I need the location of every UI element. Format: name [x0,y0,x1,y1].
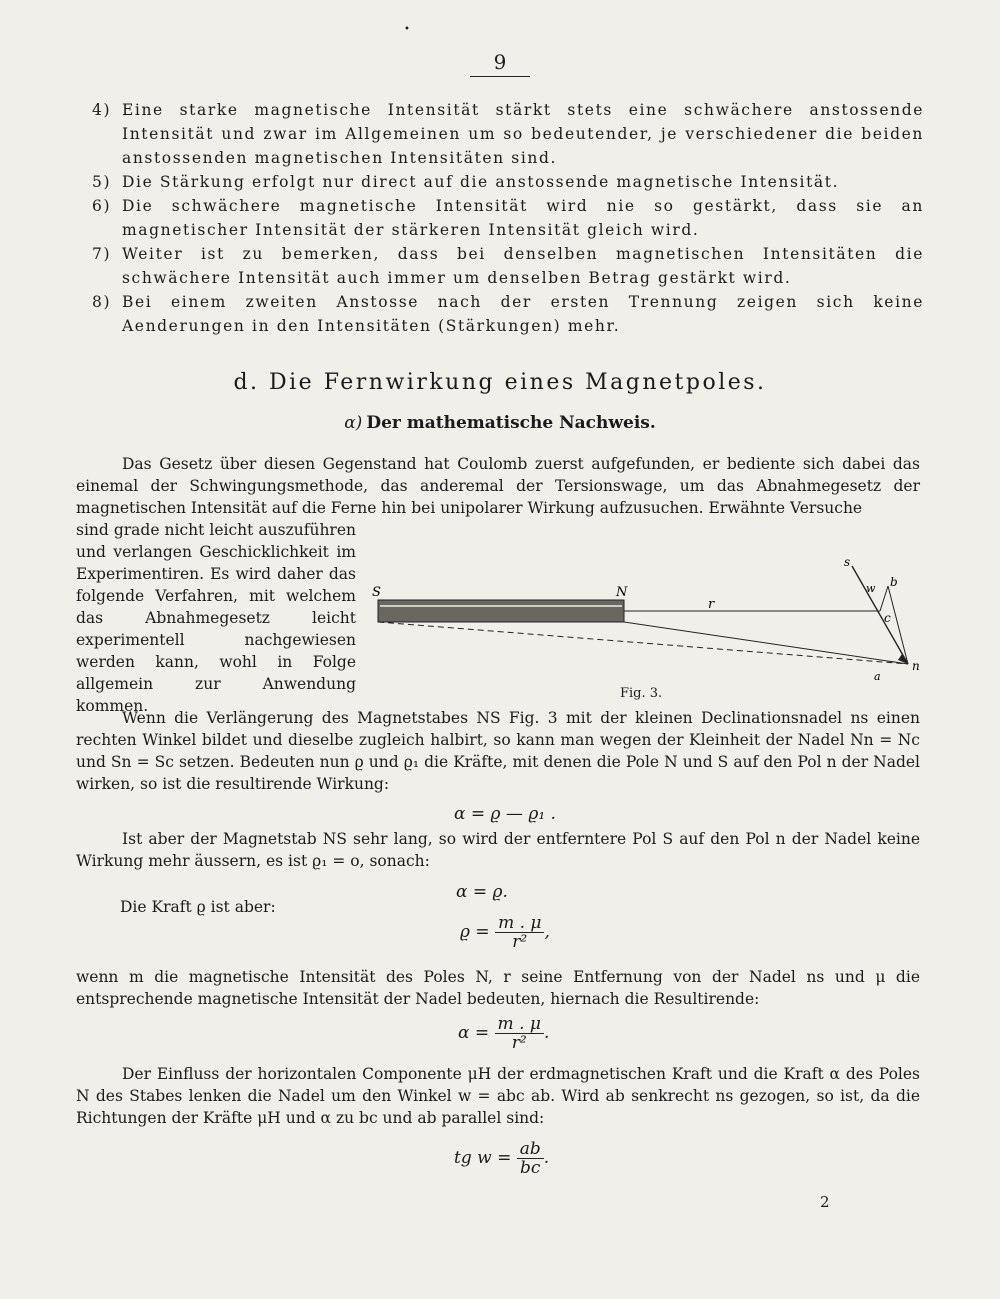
label-a: a [874,670,881,683]
finding-text: Die Stärkung erfolgt nur direct auf die anstossende magnetische Intensität. [122,173,840,191]
finding-number: 8) [92,293,112,311]
label-r: r [708,597,715,612]
label-S: S [372,585,381,600]
label-N: N [616,585,628,600]
fraction-denominator: bc [520,1158,541,1178]
line-bc [888,586,908,664]
paragraph-coulomb: Das Gesetz über diesen Gegenstand hat Coulomb zuerst aufgefunden, er bediente sich dabei das einemal der Schwingungsmethode, das anderemal der Tersionswage, um das Abnahmegesetz der magnetischen Intensität auf die Ferne hin bei unipolarer Wirkung aufzusuchen. Erwähnte Versuche [76,455,920,517]
line-ab [880,586,888,611]
finding-number: 5) [92,173,112,191]
formula-tail: . [543,1148,550,1168]
fraction [517,1140,544,1177]
footer-sheet-number: 2 [820,1193,830,1211]
finding-number: 4) [92,101,112,119]
finding-text: Bei einem zweiten Anstosse nach der ersten Trennung zeigen sich keine Aenderungen in den Intensitäten (Stärkungen) mehr. [122,293,924,335]
formula-resultant-alpha [458,1015,549,1052]
finding-item [92,290,924,338]
finding-text: Eine starke magnetische Intensität stärkt stets eine schwächere anstossende Intensität und zwar im Allgemeinen um so bedeutender, je verschiedener die beiden anstossenden magnetischen Intensitäten sind. [122,101,924,167]
subsection-title-text: Der mathematische Nachweis. [366,413,656,433]
formula-lhs: ϱ = [460,922,490,942]
finding-number: 6) [92,197,112,215]
paragraph-long-magnet: Ist aber der Magnetstab NS sehr lang, so wird der entferntere Pol S auf den Pol n der Nadel keine Wirkung mehr äussern, es ist ϱ₁ = o, sonach: [76,830,920,870]
finding-item [92,98,924,170]
figure-3-diagram [368,556,928,686]
magnet-bar [378,600,624,622]
paragraph-coulomb-wrap: sind grade nicht leicht auszuführen und verlangen Geschicklichkeit im Experimentiren. Es wird daher das folgende Verfahren, mit welchem das Abnahmegesetz leicht experimentell nachgewiesen werden kann, wohl in Folge allgemein zur Anwendung kommen. [76,521,356,715]
formula-lhs: α = [458,1023,490,1043]
findings-list [92,98,924,338]
fraction-numerator: m . μ [495,1015,544,1034]
formula-resultant: α = ϱ — ϱ₁ . [454,804,556,824]
formula-tangent [454,1140,549,1177]
formula-alpha-rho: α = ϱ. [456,882,508,902]
paragraph-intensity: wenn m die magnetische Intensität des Poles N, r seine Entfernung von der Nadel ns und μ die entsprechende magnetische Intensität der Nadel bedeuten, hiernach die Resultirende: [76,968,920,1008]
fraction-numerator: m . μ [495,914,544,933]
formula-force-rho [460,914,550,951]
fraction [495,914,544,951]
section-title: d. Die Fernwirkung eines Magnetpoles. [233,370,767,395]
subsection-marker: α) [344,413,363,433]
page-number: 9 [470,50,530,77]
line-from-N-to-n [624,622,908,664]
fraction-numerator: ab [517,1140,544,1159]
subsection-title [0,413,1000,433]
formula-lhs: tg w = [454,1148,512,1168]
needle-line [852,566,908,664]
paragraph-horizontal-component: Der Einfluss der horizontalen Componente μH der erdmagnetischen Kraft und die Kraft α des Poles N des Stabes lenken die Nadel um den Winkel w = abc ab. Wird ab senkrecht ns gezogen, so ist, da die Richtungen der Kräfte μH und α zu bc und ab parallel sind: [76,1065,920,1127]
finding-item [92,194,924,242]
line-from-S-to-n [378,622,908,664]
label-w: w [866,582,876,595]
finding-text: Die schwächere magnetische Intensität wird nie so gestärkt, dass sie an magnetischer Intensität der stärkeren Intensität gleich wird. [122,197,924,239]
fraction-denominator: r² [511,1033,527,1053]
printer-dot: • [404,24,410,35]
formula-tail: , [544,922,550,942]
label-s: s [844,556,851,569]
fraction-denominator: r² [512,932,528,952]
label-b: b [890,575,898,589]
label-c: c [884,611,891,625]
formula-tail: . [543,1023,550,1043]
fraction [495,1015,544,1052]
finding-text: Weiter ist zu bemerken, dass bei denselben magnetischen Intensitäten die schwächere Intensität auch immer um denselben Betrag gestärkt wird. [122,245,924,287]
finding-item [92,170,924,194]
label-n: n [912,659,920,673]
figure-caption: Fig. 3. [620,686,663,701]
finding-item [92,242,924,290]
paragraph-needle-setup: Wenn die Verlängerung des Magnetstabes NS Fig. 3 mit der kleinen Declinationsnadel ns einen rechten Winkel bildet und dieselbe zugleich halbirt, so kann man wegen der Kleinheit der Nadel Nn = Nc und Sn = Sc setzen. Bedeuten nun ϱ und ϱ₁ die Kräfte, mit denen die Pole N und S auf den Pol n der Nadel wirken, so ist die resultirende Wirkung: [76,709,920,793]
force-label: Die Kraft ϱ ist aber: [120,898,276,916]
finding-number: 7) [92,245,112,263]
